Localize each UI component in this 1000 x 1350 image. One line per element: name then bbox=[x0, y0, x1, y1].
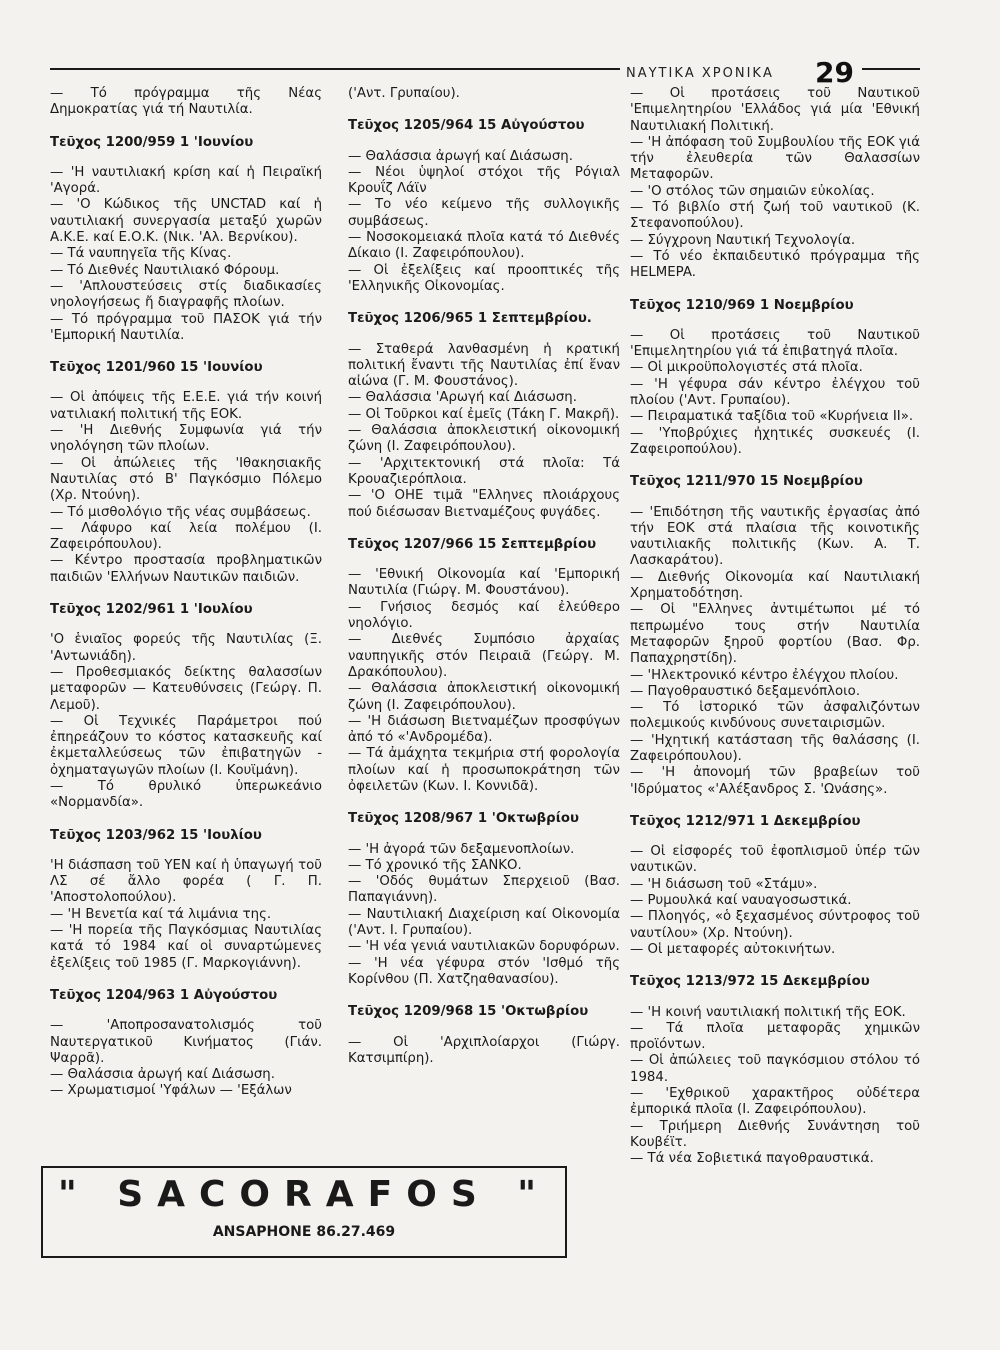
article-entry: — 'Εθνική Οἰκονομία καί 'Εμπορική Ναυτιλία (Γιώργ. Μ. Φουστάνου). bbox=[348, 567, 620, 599]
article-entry: — Τά νέα Σοβιετικά παγοθραυστικά. bbox=[630, 1151, 874, 1167]
article-entry: — Τό βιβλίο στή ζωή τοῦ ναυτικοῦ (Κ. Στεφανοπούλου). bbox=[630, 200, 920, 232]
advertisement-box bbox=[41, 1166, 567, 1258]
column-middle bbox=[348, 86, 620, 1067]
article-entry: — Χρωματισμοί 'Υφάλων — 'Εξάλων bbox=[50, 1083, 292, 1099]
article-entry: — 'Η ἀγορά τῶν δεξαμενοπλοίων. bbox=[348, 841, 575, 857]
article-entry: ('Αντ. Γρυπαίου). bbox=[348, 86, 460, 101]
article-entry: — Οἱ εἰσφορές τοῦ ἐφοπλισμοῦ ὑπέρ τῶν ναυτικῶν. bbox=[630, 844, 920, 876]
column-left bbox=[50, 86, 322, 1100]
article-entry: — 'Εχθρικοῦ χαρακτῆρος οὐδέτερα ἐμπορικά πλοῖα (Ι. Ζαφειρόπουλου). bbox=[630, 1086, 920, 1118]
article-entry: — Οἱ Τεχνικές Παράμετροι πού ἐπηρεάζουν το κόστος κατασκευῆς καί ἐκμεταλλεύσεως τῶν ἐπιβατηγῶν - ὀχηματαγωγῶν πλοίων (Ι. Κουϊμάνη). bbox=[50, 713, 322, 778]
article-entry: — 'Η Βενετία καί τά λιμάνια της. bbox=[50, 906, 272, 922]
article-entry: — Νέοι ὑψηλοί στόχοι τῆς Ρόγιαλ Κρουΐζ Λάϊν bbox=[348, 164, 620, 197]
article-entry: — 'Η ἀπόφαση τοῦ Συμβουλίου τῆς ΕΟΚ γιά τήν ἐλευθερία τῶν Θαλασσίων Μεταφορῶν. bbox=[630, 134, 920, 183]
article-entry: — 'Η διάσωση τοῦ «Στάμυ». bbox=[630, 876, 818, 892]
article-entry: — Τριήμερη Διεθνής Συνάντηση τοῦ Κουβέϊτ. bbox=[630, 1118, 920, 1150]
article-entry: — Θαλάσσια ἀρωγή καί Διάσωση. bbox=[348, 148, 573, 164]
article-entry: — Τό θρυλικό ὑπερωκεάνιο «Νορμανδία». bbox=[50, 778, 322, 811]
article-entry: — Τό πρόγραμμα τῆς Νέας Δημοκρατίας γιά τή Ναυτιλία. bbox=[50, 86, 322, 118]
article-entry: — Γνήσιος δεσμός καί ἐλεύθερο νηολόγιο. bbox=[348, 599, 620, 632]
article-entry: — Τό μισθολόγιο τῆς νέας συμβάσεως. bbox=[50, 504, 311, 520]
column-right bbox=[630, 86, 920, 1168]
article-entry: — 'Η γέφυρα σάν κέντρο ἐλέγχου τοῦ πλοίου ('Αντ. Γρυπαίου). bbox=[630, 376, 920, 409]
page-number: 29 bbox=[815, 56, 854, 89]
issue-heading: Τεῦχος 1206/965 1 Σεπτεμβρίου. bbox=[348, 311, 592, 327]
issue-heading: Τεῦχος 1202/961 1 'Ιουλίου bbox=[50, 602, 253, 618]
article-entry: — Θαλάσσια ἀρωγή καί Διάσωση. bbox=[50, 1067, 275, 1083]
article-entry: — 'Η πορεία τῆς Παγκόσμιας Ναυτιλίας κατά τό 1984 καί οἱ συναρτώμενες ἐξελίξεις τοῦ 1985 (Γ. Μαρκογιάννη). bbox=[50, 923, 322, 971]
issue-heading: Τεῦχος 1204/963 1 Αὐγούστου bbox=[50, 987, 278, 1003]
issue-heading: Τεῦχος 1211/970 15 Νοεμβρίου bbox=[630, 474, 863, 490]
article-entry: — 'Η διάσωση Βιετναμέζων προσφύγων ἀπό τό «'Ανδρομέδα). bbox=[348, 713, 620, 746]
article-entry: — 'Ο ΟΗΕ τιμᾶ "Ελληνες πλοιάρχους πού διέσωσαν Βιετναμέζους φυγάδες. bbox=[348, 488, 620, 520]
issue-heading: Τεῦχος 1209/968 15 'Οκτωβρίου bbox=[348, 1004, 589, 1020]
article-entry: — Οἱ Τοῦρκοι καί ἐμεῖς (Τάκη Γ. Μακρῆ). bbox=[348, 406, 620, 422]
article-entry: — Λάφυρο καί λεία πολέμου (Ι. Ζαφειρόπουλου). bbox=[50, 520, 322, 553]
article-entry: — 'Οδός θυμάτων Σπερχειοῦ (Βασ. Παπαγιάννη). bbox=[348, 874, 620, 906]
article-entry: 'Ο ἑνιαῖος φορεύς τῆς Ναυτιλίας (Ξ. 'Αντωνιάδη). bbox=[50, 632, 322, 664]
article-entry: — Οἱ ἀπόψεις τῆς Ε.Ε.Ε. γιά τήν κοινή νατιλιακή πολιτική τῆς ΕΟΚ. bbox=[50, 390, 322, 422]
article-entry: — Οἱ "Ελληνες ἀντιμέτωποι μέ τό πεπρωμένο τους στήν Ναυτιλία Μεταφορῶν ξηροῦ φορτίου (Βασ. Φρ. Παπαχρηστίδη). bbox=[630, 602, 920, 667]
article-entry: — Οἱ μικροϋπολογιστές στά πλοῖα. bbox=[630, 360, 863, 376]
issue-heading: Τεῦχος 1207/966 15 Σεπτεμβρίου bbox=[348, 536, 597, 552]
article-entry: — Το νέο κείμενο τῆς συλλογικῆς συμβάσεως. bbox=[348, 197, 620, 229]
article-entry: — Ναυτιλιακή Διαχείριση καί Οἰκονομία ('Αντ. Ι. Γρυπαίου). bbox=[348, 906, 620, 939]
article-entry: — Προθεσμιακός δείκτης θαλασσίων μεταφορῶν — Κατευθύνσεις (Γεώργ. Π. Λεμοῦ). bbox=[50, 664, 322, 713]
issue-heading: Τεῦχος 1203/962 15 'Ιουλίου bbox=[50, 827, 262, 843]
article-entry: — Τό πρόγραμμα τοῦ ΠΑΣΟΚ γιά τήν 'Εμπορική Ναυτιλία. bbox=[50, 311, 322, 343]
article-entry: — Ρυμουλκά καί ναυαγοσωστικά. bbox=[630, 893, 852, 909]
article-entry: — Διεθνής Οἰκονομία καί Ναυτιλιακή Χρηματοδότηση. bbox=[630, 569, 920, 602]
article-entry: — 'Η νέα γέφυρα στόν 'Ισθμό τῆς Κορίνθου (Π. Χατζηαθανασίου). bbox=[348, 955, 620, 987]
issue-heading: Τεῦχος 1212/971 1 Δεκεμβρίου bbox=[630, 813, 861, 829]
article-entry: — 'Ηλεκτρονικό κέντρο ἐλέγχου πλοίου. bbox=[630, 667, 899, 683]
ad-phone: ANSAPHONE 86.27.469 bbox=[212, 1224, 396, 1240]
article-entry: — Πειραματικά ταξίδια τοῦ «Κυρήνεια ΙΙ». bbox=[630, 409, 914, 425]
article-entry: — 'Αποπροσανατολισμός τοῦ Ναυτεργατικοῦ Κινήματος (Γιάν. Ψαρρᾶ). bbox=[50, 1018, 322, 1066]
article-entry: — Θαλάσσια 'Αρωγή καί Διάσωση. bbox=[348, 390, 577, 406]
article-entry: — 'Η κοινή ναυτιλιακή πολιτική τῆς ΕΟΚ. bbox=[630, 1004, 906, 1020]
article-entry: — 'Ο στόλος τῶν σημαιῶν εὐκολίας. bbox=[630, 183, 875, 199]
article-entry: — Τά ἀμάχητα τεκμήρια στή φορολογία πλοίων καί ἡ προσωποκράτηση τῶν ὀφειλετῶν (Κων. Ι. Κοννιδᾶ). bbox=[348, 746, 620, 794]
article-entry: — Τό χρονικό τῆς ΣΑΝΚΟ. bbox=[348, 857, 522, 873]
article-entry: — 'Επιδότηση τῆς ναυτικῆς ἐργασίας ἀπό τήν ΕΟΚ στά πλαίσια τῆς κοινοτικῆς ναυτιλιακῆς πολιτικῆς (Κων. Α. Τ. Λασκαράτου). bbox=[630, 504, 920, 569]
article-entry: — Οἱ ἀπώλειες τοῦ παγκόσμιου στόλου τό 1984. bbox=[630, 1053, 920, 1085]
issue-heading: Τεῦχος 1201/960 15 'Ιουνίου bbox=[50, 360, 263, 376]
article-entry: — 'Απλουστεύσεις στίς διαδικασίες νηολογήσεως ἤ διαγραφῆς πλοίων. bbox=[50, 278, 322, 311]
article-entry: — 'Η Διεθνής Συμφωνία γιά τήν νηολόγηση τῶν πλοίων. bbox=[50, 423, 322, 455]
article-entry: — 'Ο Κώδικος τῆς UNCTAD καί ἡ ναυτιλιακή συνεργασία μεταξύ χωρῶν Α.Κ.Ε. καί Ε.Ο.Κ. (Νικ. 'Αλ. Βερνίκου). bbox=[50, 197, 322, 246]
article-entry: — Νοσοκομειακά πλοῖα κατά τό Διεθνές Δίκαιο (Ι. Ζαφειρόπουλου). bbox=[348, 230, 620, 262]
article-entry: — Διεθνές Συμπόσιο ἀρχαίας ναυπηγικῆς στόν Πειραιᾶ (Γεώργ. Μ. Δρακόπουλου). bbox=[348, 632, 620, 680]
article-entry: — Κέντρο προστασία προβληματικῶν παιδιῶν 'Ελλήνων Ναυτικῶν παιδιῶν. bbox=[50, 553, 322, 585]
article-entry: — Σταθερά λανθασμένη ἡ κρατική πολιτική ἔναντι τῆς Ναυτιλίας ἐπί ἕναν αἰώνα (Γ. Μ. Φουστάνος). bbox=[348, 341, 620, 390]
article-entry: — Τό νέο ἐκπαιδευτικό πρόγραμμα τῆς HELMEPA. bbox=[630, 248, 920, 281]
article-entry: — Θαλάσσια ἀποκλειστική οἰκονομική ζώνη (Ι. Ζαφειρόπουλου). bbox=[348, 423, 620, 455]
article-entry: — 'Η ναυτιλιακή κρίση καί ἡ Πειραϊκή 'Αγορά. bbox=[50, 164, 322, 197]
article-entry: 'Η διάσπαση τοῦ ΥΕΝ καί ἡ ὑπαγωγή τοῦ ΛΣ σέ ἄλλο φορέα ( Γ. Π. 'Αποστολοπούλου). bbox=[50, 857, 322, 906]
article-entry: — Θαλάσσια ἀποκλειστική οἰκονομική ζώνη (Ι. Ζαφειρόπουλου). bbox=[348, 681, 620, 713]
article-entry: — Σύγχρονη Ναυτική Τεχνολογία. bbox=[630, 232, 856, 248]
issue-heading: Τεῦχος 1205/964 15 Αὐγούστου bbox=[348, 118, 585, 134]
header-title: ΝΑΥΤΙΚΑ ΧΡΟΝΙΚΑ bbox=[626, 66, 774, 81]
article-entry: — 'Ηχητική κατάσταση τῆς θαλάσσης (Ι. Ζαφειρόπουλου). bbox=[630, 732, 920, 764]
article-entry: — Παγοθραυστικό δεξαμενόπλοιο. bbox=[630, 683, 861, 699]
article-entry: — Τό Διεθνές Ναυτιλιακό Φόρουμ. bbox=[50, 262, 280, 278]
issue-heading: Τεῦχος 1208/967 1 'Οκτωβρίου bbox=[348, 811, 580, 827]
article-entry: — Τά ναυπηγεῖα τῆς Κίνας. bbox=[50, 246, 232, 262]
article-entry: — 'Αρχιτεκτονική στά πλοῖα: Τά Κρουαζιερόπλοια. bbox=[348, 455, 620, 487]
article-entry: — 'Υποβρύχιες ἠχητικές συσκευές (Ι. Ζαφειροπούλου). bbox=[630, 425, 920, 457]
ad-brand: " SACORAFOS " bbox=[57, 1174, 551, 1215]
article-entry: — Πλοηγός, «ὁ ξεχασμένος σύντροφος τοῦ ναυτίλου» (Χρ. Ντούνη). bbox=[630, 909, 920, 941]
header-rule-left bbox=[50, 68, 620, 70]
article-entry: — Οἱ ἐξελίξεις καί προοπτικές τῆς 'Ελληνικῆς Οἰκονομίας. bbox=[348, 262, 620, 294]
article-entry: — Οἱ 'Αρχιπλοίαρχοι (Γιώργ. Κατσιμπίρη). bbox=[348, 1034, 620, 1066]
article-entry: — Τό ἱστορικό τῶν ἀσφαλιζόντων πολεμικούς κινδύνους συνεταιρισμῶν. bbox=[630, 700, 920, 732]
header-rule-right bbox=[862, 68, 920, 70]
article-entry: — Οἱ ἀπώλειες τῆς 'Ιθακησιακῆς Ναυτιλίας στό Β' Παγκόσμιο Πόλεμο (Χρ. Ντούνη). bbox=[50, 455, 322, 504]
article-entry: — Οἱ μεταφορές αὐτοκινήτων. bbox=[630, 941, 836, 957]
article-entry: — Οἱ προτάσεις τοῦ Ναυτικοῦ 'Επιμελητηρίου γιά τά ἐπιβατηγά πλοῖα. bbox=[630, 327, 920, 360]
article-entry: — Τά πλοῖα μεταφορᾶς χημικῶν προϊόντων. bbox=[630, 1020, 920, 1053]
article-entry: — 'Η νέα γενιά ναυτιλιακῶν δορυφόρων. bbox=[348, 939, 620, 955]
issue-heading: Τεῦχος 1200/959 1 'Ιουνίου bbox=[50, 134, 254, 150]
issue-heading: Τεῦχος 1213/972 15 Δεκεμβρίου bbox=[630, 974, 870, 990]
issue-heading: Τεῦχος 1210/969 1 Νοεμβρίου bbox=[630, 297, 854, 313]
article-entry: — Οἱ προτάσεις τοῦ Ναυτικοῦ 'Επιμελητηρίου 'Ελλάδος γιά μία 'Εθνική Ναυτιλιακή Πολιτική. bbox=[630, 86, 920, 134]
article-entry: — 'Η ἀπονομή τῶν βραβείων τοῦ 'Ιδρύματος «'Αλέξανδρος Σ. 'Ωνάσης». bbox=[630, 765, 920, 797]
